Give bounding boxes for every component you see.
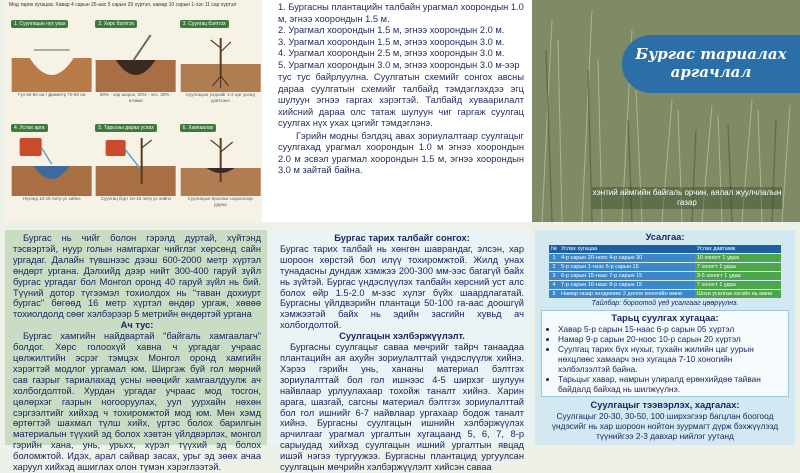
step-label: 4. Услах арга — [11, 124, 48, 132]
table-cell: 6-р сарын 15-наас 7-р сарын 15 — [559, 272, 695, 281]
step-label: 3. Суулгац бэлтгэх — [180, 20, 229, 28]
seedling-illustration — [180, 30, 261, 92]
table-cell: 5 — [549, 290, 559, 299]
irrigation-heading: Усалгаа: — [645, 232, 685, 242]
spacing-line: м, эгнээ хоорондын 1.5 м. — [278, 13, 390, 24]
spacing-line: 2. Урагмал хоорондын 1.5 м, эгнээ хоорондын 2.0 м. — [278, 25, 505, 35]
step-dig-hole — [11, 12, 92, 113]
spacing-line: 5. Урагмал хоорондын 3.0 м, эгнээ хоорондын 3.0 м-ээр — [278, 59, 520, 70]
irrigation-table — [549, 245, 781, 298]
table-header-row — [549, 245, 781, 254]
planting-time-caption: Мод тарих хугацаа: Хавар 4 сарын 25-аас 5 сарын 25 хүртэл, намар 10 сарын 1-ээс 11 сар хүртэл — [9, 2, 237, 8]
step-note: Суулгацын ёроолыг шороогоор дарна — [187, 196, 253, 207]
step-label: 1. Суулгацын нүх ухах — [11, 20, 68, 28]
bottom-strip — [0, 222, 800, 473]
site-paragraph: Бургас тарих талбай нь хөнгөн шаврандаг, элсэн, хар шороон хөрстэй бол илүү тохиромжтой. Жилд унах тунадасны дундаж хэмжээ 200-300 мм-ээс багагүй байх нь зүйтэй. Бургас үндэслүүлэх талбайн хөрсний уст алс болох өйр 1.5-2.0 м-ээс хүлэг бүйх шаардлагатай. Бургасны үйлдвэрийн плантаци 50-100 га-аас доошгүй хэмжээтэй байх нь эдийн засгийн хувьд ач холбогдолтой. — [280, 243, 524, 331]
spacing-text-panel — [262, 0, 532, 222]
step-prepare-soil — [95, 12, 176, 113]
dig-hole-illustration — [11, 30, 92, 92]
table-note: Тайлбар: бороотой үед усалгааг цөөрүүлнэ. — [591, 300, 739, 307]
step-note: Суулгац бүрт 10-15 литр ус хийнэ — [100, 196, 172, 201]
planting-time-list — [546, 324, 784, 394]
site-column — [270, 230, 532, 473]
list-item: • Хавар 5-р сарын 15-наас 6-р сарын 05 хүртэл — [558, 324, 784, 334]
step-label: 2. Хөрс бэлтгэх — [95, 20, 137, 28]
table-cell: 4 — [549, 281, 559, 290]
table-header-cell: Услах хугацаа — [559, 245, 695, 254]
planting-time-box — [541, 310, 789, 397]
intro-paragraph: Бургас нь чийг болон гэрэлд дуртай, хүйтэнд тэсвэртэй, нуур голын намгархаг чийглэг хөрсөнд сайн ургадаг. Далайн түвшнээс дээш 600-2000 метр хүртэл өндөрт ургана. Дэлхийд дээр нийт 300-400 гаруй зүйл бургас ургадаг бол Монгол оронд 40 гаруй зүйл нь бий. Түүний дотор түгээмэл тохиолдох нь "таван дохиурт бургас" бөгөөд 16 метр хүртэл өндөр ургаж, хөвөө тохиолдолд сөөг хэлбэрээр 5 метрийн өндөртэй ургана — [13, 233, 261, 320]
intro-column — [5, 230, 267, 473]
table-cell: Намар газар хөлдөхөөс 2 долоо хоногийн өмнө — [559, 290, 695, 299]
table-row — [549, 281, 781, 290]
benefits-heading: Ач тус: — [120, 320, 154, 331]
step-watering — [11, 116, 92, 217]
cover-title: Бургас тариалах аргачлал — [635, 45, 787, 81]
spacing-line: 4. Урагмал хоорондын 2.5 м, эгнээ хоорондын 3.0 м. — [278, 48, 505, 58]
table-row — [549, 290, 781, 299]
table-header-cell: № — [549, 245, 559, 254]
table-cell: 3 — [549, 272, 559, 281]
cover-caption: хэнтий аймгийн байгаль орчин, аялал жуулчлалын газар — [592, 188, 782, 207]
after-planting-illustration — [95, 134, 176, 196]
table-cell: Шохи усалгаа нэгэйн нь өмнө — [695, 290, 781, 299]
step-label: 5. Тарьсны дараа услах — [95, 124, 156, 132]
transport-paragraph: Суулгацыг 20-30, 30-50, 100 ширхэгээр багцлан боогоод үндэсийг нь хар шороон нойтон зуурмагт дүрж бэхжүүлэзд түүнийгээ 2-3 давхар нийлэг уутанд — [551, 411, 779, 441]
table-cell: 2 — [549, 263, 559, 272]
layout-paragraph: тус тус байрлуулна. Суулгатын схемийг сонгох авсны дараа суулгатын схемийг талбайд тэмдэглэхдээ эгц шулуун эгнээ гаргах хэрэгтэй. Талбайд хуваарилалт хийсний дараа олс татаж шулуун чиг гаргаж суулгац суулгах нүх ухах цэгийг тэмдэглэнэ. — [278, 72, 524, 128]
site-heading: Бургас тарих талбайг сонгох: — [334, 233, 470, 243]
shaping-paragraph: Бургасны суулгацыг саваа мөчрийг тайрч танаадаа плантацийн ая ахуйн зориулалттай үндэслүүлж хийнэ. Хэрээ гэрийн унь, хананы материал бэлтгэх зориулалттай бол гол ишнээс 4-5 ширхэг шулуун найвлаар урлуулахаар тохойж таналт хийнэ. Харин арага, шазгай, сагсны материал бэлтгэх зориулалттай бол гол ишнийг 6-7 найвлаар ургахаар бодож таналт хийнэ. Бургасны суулгацын ишнийн хэлбэржүүлэх арчилгааг урагмал ургалтын хугацаанд 5, 6, 7, 8-р сарыудад хийхэд суулгацын ишний ургалтын явцад ишэй нэгээ тургуужээ. Бургасны плантацид ургуулсан суулгацын мөчрийн хэлбэржүүлэлт хийсэн саваа — [280, 342, 524, 473]
planting-time-heading: Тарьц суулгах хугацаа: — [611, 313, 719, 323]
protect-illustration — [180, 134, 261, 196]
table-cell: 3-5 хоногт 1 удаа — [695, 272, 781, 281]
step-note: 80% - хар шороо, 20% - элс, 30% - ялзмаг — [100, 92, 172, 103]
list-item: • Суулгац тарих бүх нүхыг, тухайн жилийн цаг уурын нөхцлөөс хамаарч энэ хугацаа 7-10 хоногийн хэлбэлзэлтэй байна. — [558, 344, 784, 374]
transport-heading: Суулгацыг тээвэрлэх, хадгалах: — [590, 400, 740, 410]
table-cell: 5-р сарын 1-нээс 6-р сарын 15 — [559, 263, 695, 272]
table-cell: 4-р сарын 20-ноос 4-р сарын 30 — [559, 254, 695, 263]
table-cell: 7 хоногт 1 удаа — [695, 281, 781, 290]
spacing-line: 1. Бургасны плантацийн талбайн урагмал хоорондын 1.0 — [278, 2, 524, 12]
table-cell: 1 — [549, 254, 559, 263]
step-note: Нүхэнд 10-15 литр ус хийнэ — [22, 196, 81, 201]
table-row — [549, 263, 781, 272]
step-protect — [180, 116, 261, 217]
spacing-line: 3. Урагмал хоорондын 1.5 м, эгнээ хоорондын 3.0 м. — [278, 36, 505, 47]
planting-steps-panel — [5, 0, 262, 222]
step-prepare-seedling — [180, 12, 261, 113]
table-cell: 10 хоногт 1 удаа — [695, 254, 781, 263]
table-row — [549, 254, 781, 263]
step-note: Суулгацын үндсийг 1-2 цаг усанд дэвтээнэ — [185, 92, 255, 103]
step-label: 6. Хамгаалах — [180, 124, 217, 132]
timber-paragraph: Гэрийн модны бэлдэц авах зориулалтаар суулгацыг суулгахад урагмал хоорондын 1.0 м эгнээ хоорондын 2.0 м эсвэл урагмал хоорондын 1.5 м, эгнээ хоорондын 3.0 м зайтай байна. — [278, 130, 524, 175]
planting-steps-grid — [11, 12, 261, 217]
cover-title-ribbon — [622, 35, 800, 93]
table-cell: 7-р сарын 16-наас 8-р сарын 15 — [559, 281, 695, 290]
watering-illustration — [11, 134, 92, 196]
prepare-soil-illustration — [95, 30, 176, 92]
list-item: • Намар 9-р сарын 20-ноос 10-р сарын 20 хүртэл — [558, 334, 784, 344]
table-row — [549, 272, 781, 281]
care-column — [535, 230, 795, 445]
list-item: • Тарьцыг хавар, намрын улиралд ерөнхийдөө тайван байдалд байхад нь шилжүүлнэ. — [558, 374, 784, 394]
cover-panel — [532, 0, 800, 222]
top-strip — [0, 0, 800, 222]
shaping-heading: Суулгацын хэлбэржүүлэлт. — [339, 331, 465, 342]
table-header-cell: Услах давтамж — [695, 245, 781, 254]
step-after-planting — [95, 116, 176, 217]
step-note: Гүн 50-60 см / Диаметр 70-80 см — [17, 92, 86, 97]
table-cell: 7 хоногт 1 удаа — [695, 263, 781, 272]
benefits-paragraph: Бургас хамгийн найдвартай "байгаль хамгаалагч" болдог. Хөрс голоохүй хавна ч ургадаг учраас цөлжилтийн эсрэг тэмцэх Монгол оронд хамгийн хэрэгтэй модлог ургамал юм. Ширгэж буй гол мөрний сав газрыг тариалахад усны нөөцийг хамгаалдуулж ач холбогдолтой. Хурдан ургадаг учраас мод тосгон, цөлөрхэг газрын ногооруулах, уул уурхайн нөхөн сэргээлтийг хийхэд ч тохиромжтой мод юм. Мөн хэмд өртөгтэй шахмал түлш хийх, үртэс болох барилгын материалын түүхий эд болох хэвтэн үйлдвэрлэх, монгол гэрийн хана, унь, урьхх, хүрэл түүхий эд болох боломжтой. Идэх, арал сайвар засах, урьг эд зөөх ачаа харуул хийхэд ашиглах олон түмэн хэрэглээтэй. — [13, 331, 261, 473]
